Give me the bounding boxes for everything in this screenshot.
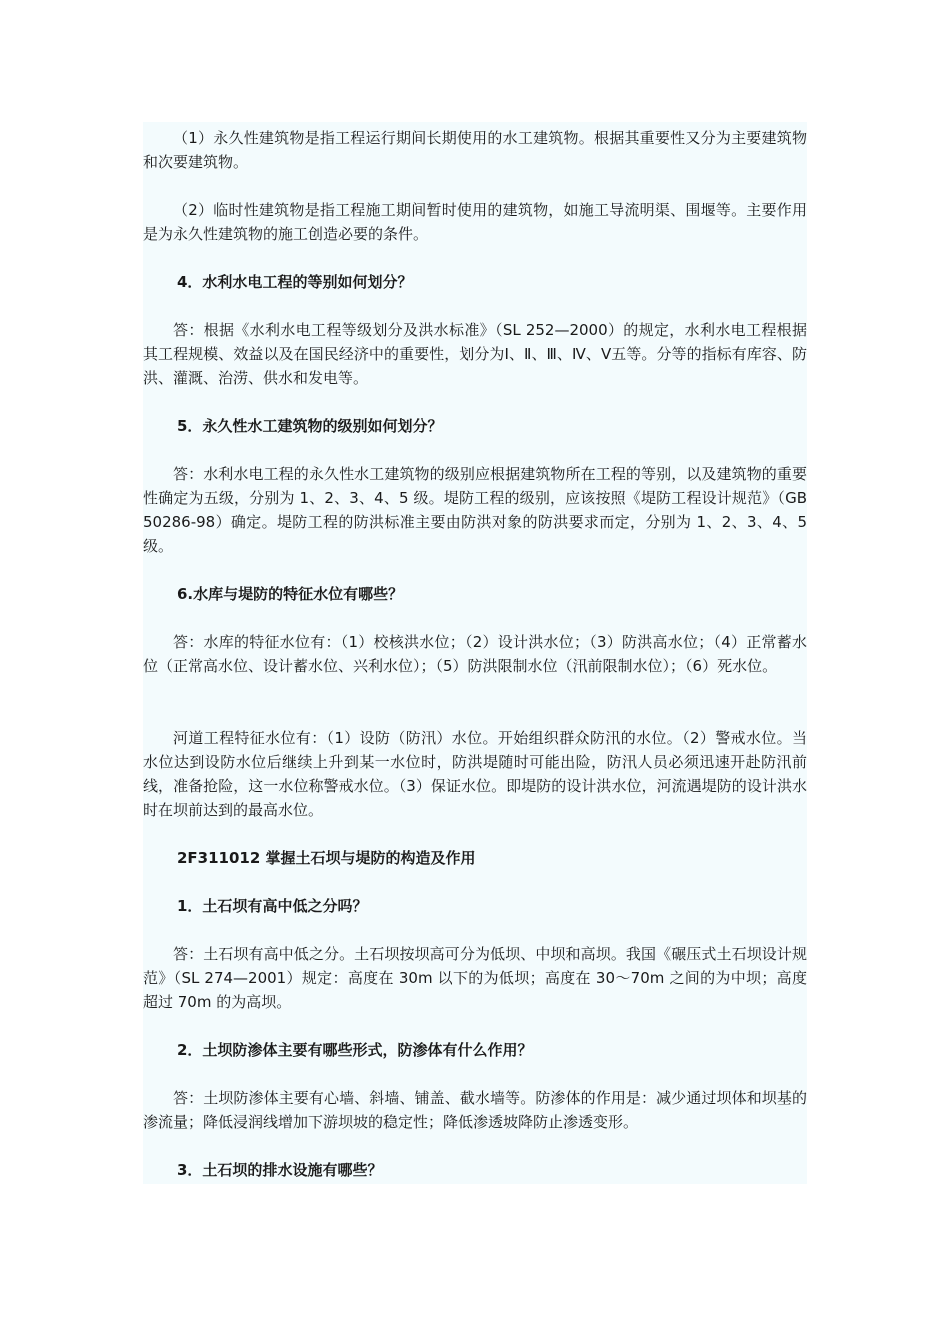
- paragraph-temporary-buildings: （2）临时性建筑物是指工程施工期间暂时使用的建筑物，如施工导流明渠、围堰等。主要作用是为永久性建筑物的施工创造必要的条件。: [143, 201, 807, 243]
- paragraph-answer-6-river: 河道工程特征水位有：（1）设防（防汛）水位。开始组织群众防汛的水位。（2）警戒水位。当水位达到设防水位后继续上升到某一水位时，防洪堤随时可能出险，防汛人员必须迅速开赴防汛前线，准备抢险，这一水位称警戒水位。（3）保证水位。即堤防的设计洪水位，河流遇堤防的设计洪水时在坝前达到的最高水位。: [143, 729, 807, 819]
- paragraph-answer-4: 答：根据《水利水电工程等级划分及洪水标准》（SL 252—2000）的规定，水利水电工程根据其工程规模、效益以及在国民经济中的重要性，划分为Ⅰ、Ⅱ、Ⅲ、Ⅳ、Ⅴ五等。分等的指标有库容、防洪、灌溉、治涝、供水和发电等。: [143, 321, 807, 387]
- heading-question-1: 1．土石坝有高中低之分吗？: [177, 897, 368, 915]
- section-heading-2f311012: 2F311012 掌握土石坝与堤防的构造及作用: [177, 849, 476, 867]
- heading-question-5: 5．永久性水工建筑物的级别如何划分？: [177, 417, 443, 435]
- paragraph-answer-1: 答：土石坝有高中低之分。土石坝按坝高可分为低坝、中坝和高坝。我国《碾压式土石坝设计规范》（SL 274—2001）规定：高度在 30m 以下的为低坝；高度在 30～70m 之间的为中坝；高度超过 70m 的为高坝。: [143, 945, 807, 1011]
- paragraph-answer-2: 答：土坝防渗体主要有心墙、斜墙、铺盖、截水墙等。防渗体的作用是：减少通过坝体和坝基的渗流量；降低浸润线增加下游坝坡的稳定性；降低渗透坡降防止渗透变形。: [143, 1089, 807, 1131]
- paragraph-permanent-buildings: （1）永久性建筑物是指工程运行期间长期使用的水工建筑物。根据其重要性又分为主要建筑物和次要建筑物。: [143, 129, 807, 171]
- paragraph-answer-6-reservoir: 答：水库的特征水位有：（1）校核洪水位；（2）设计洪水位；（3）防洪高水位；（4）正常蓄水位（正常高水位、设计蓄水位、兴利水位）；（5）防洪限制水位（汛前限制水位）；（6）死水位。: [143, 633, 807, 675]
- heading-question-3: 3．土石坝的排水设施有哪些？: [177, 1161, 383, 1179]
- paragraph-answer-5: 答：水利水电工程的永久性水工建筑物的级别应根据建筑物所在工程的等别，以及建筑物的重要性确定为五级，分别为 1、2、3、4、5 级。堤防工程的级别，应该按照《堤防工程设计规范》（GB50286-98）确定。堤防工程的防洪标准主要由防洪对象的防洪要求而定，分别为 1、2、3、4、5 级。: [143, 465, 807, 555]
- heading-question-4: 4．水利水电工程的等别如何划分？: [177, 273, 413, 291]
- heading-question-6: 6.水库与堤防的特征水位有哪些？: [177, 585, 404, 603]
- heading-question-2: 2．土坝防渗体主要有哪些形式，防渗体有什么作用？: [177, 1041, 533, 1059]
